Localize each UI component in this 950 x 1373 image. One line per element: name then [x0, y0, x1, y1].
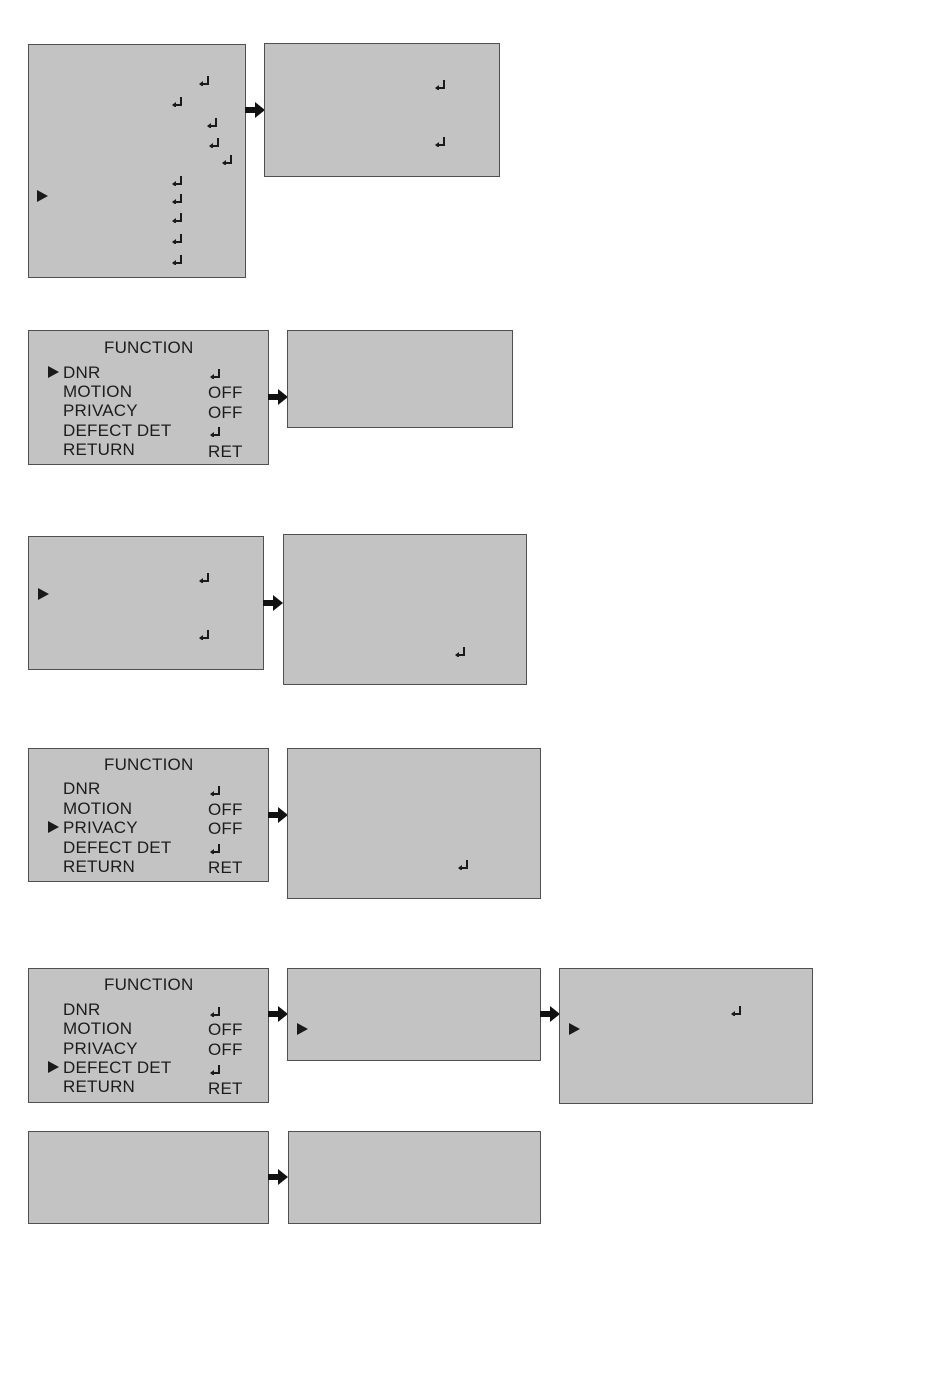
enter-icon [455, 647, 466, 657]
menu-item-motion[interactable]: MOTION [63, 799, 133, 818]
enter-icon [209, 138, 220, 148]
enter-icon [172, 255, 183, 265]
enter-icon [172, 176, 183, 186]
enter-icon [172, 97, 183, 107]
enter-icon [435, 137, 446, 147]
menu-item-return[interactable]: RETURN [63, 857, 136, 876]
enter-icon [222, 155, 233, 165]
menu-item-motion[interactable]: MOTION [63, 382, 133, 401]
arrow-right-icon [263, 595, 283, 611]
enter-icon [435, 80, 446, 90]
enter-icon [210, 844, 221, 854]
enter-icon [210, 786, 221, 796]
enter-icon [199, 76, 210, 86]
motion-value: OFF [208, 1020, 243, 1039]
menu-title: FUNCTION [104, 975, 194, 994]
function-menu-defect-det [28, 968, 269, 1103]
enter-icon [172, 194, 183, 204]
pointer-icon [37, 190, 48, 202]
privacy-value: OFF [208, 403, 243, 422]
menu-item-motion[interactable]: MOTION [63, 1019, 133, 1038]
pointer-icon [48, 1061, 59, 1073]
enter-icon [210, 427, 221, 437]
menu-item-defect-det[interactable]: DEFECT DET [63, 838, 172, 857]
menu-title: FUNCTION [104, 338, 194, 357]
arrow-right-icon [540, 1006, 560, 1022]
pointer-icon [48, 366, 59, 378]
enter-icon [458, 860, 469, 870]
function-menu-dnr [28, 330, 269, 465]
pointer-icon [569, 1023, 580, 1035]
defect-det-right-panel [288, 1131, 541, 1224]
return-value: RET [208, 442, 243, 461]
enter-icon [210, 1065, 221, 1075]
menu-item-defect-det[interactable]: DEFECT DET [63, 1058, 172, 1077]
enter-icon [210, 1007, 221, 1017]
menu-item-dnr[interactable]: DNR [63, 779, 101, 798]
menu-item-return[interactable]: RETURN [63, 1077, 136, 1096]
enter-icon [207, 118, 218, 128]
function-menu-privacy [28, 748, 269, 882]
arrow-right-icon [268, 389, 288, 405]
arrow-right-icon [268, 807, 288, 823]
privacy-value: OFF [208, 1040, 243, 1059]
return-value: RET [208, 1079, 243, 1098]
menu-title: FUNCTION [104, 755, 194, 774]
arrow-right-icon [268, 1169, 288, 1185]
motion-value: OFF [208, 800, 243, 819]
enter-icon [210, 369, 221, 379]
motion-value: OFF [208, 383, 243, 402]
enter-icon [172, 234, 183, 244]
arrow-right-icon [245, 102, 265, 118]
menu-item-defect-det[interactable]: DEFECT DET [63, 421, 172, 440]
privacy-submenu-panel [287, 748, 541, 899]
menu-item-return[interactable]: RETURN [63, 440, 136, 459]
menu-item-privacy[interactable]: PRIVACY [63, 1039, 138, 1058]
function-submenu-panel [264, 43, 500, 177]
pointer-icon [48, 821, 59, 833]
defect-det-left-panel [28, 1131, 269, 1224]
motion-submenu-panel [283, 534, 527, 685]
return-value: RET [208, 858, 243, 877]
dnr-submenu-panel [287, 330, 513, 428]
menu-item-privacy[interactable]: PRIVACY [63, 401, 138, 420]
menu-item-dnr[interactable]: DNR [63, 1000, 101, 1019]
defect-det-submenu-panel [287, 968, 541, 1061]
pointer-icon [38, 588, 49, 600]
arrow-right-icon [268, 1006, 288, 1022]
enter-icon [731, 1006, 742, 1016]
defect-det-detail-panel [559, 968, 813, 1104]
pointer-icon [297, 1023, 308, 1035]
enter-icon [199, 630, 210, 640]
menu-item-privacy[interactable]: PRIVACY [63, 818, 138, 837]
motion-menu-panel [28, 536, 264, 670]
enter-icon [172, 213, 183, 223]
enter-icon [199, 573, 210, 583]
menu-item-dnr[interactable]: DNR [63, 363, 101, 382]
main-menu-panel [28, 44, 246, 278]
privacy-value: OFF [208, 819, 243, 838]
